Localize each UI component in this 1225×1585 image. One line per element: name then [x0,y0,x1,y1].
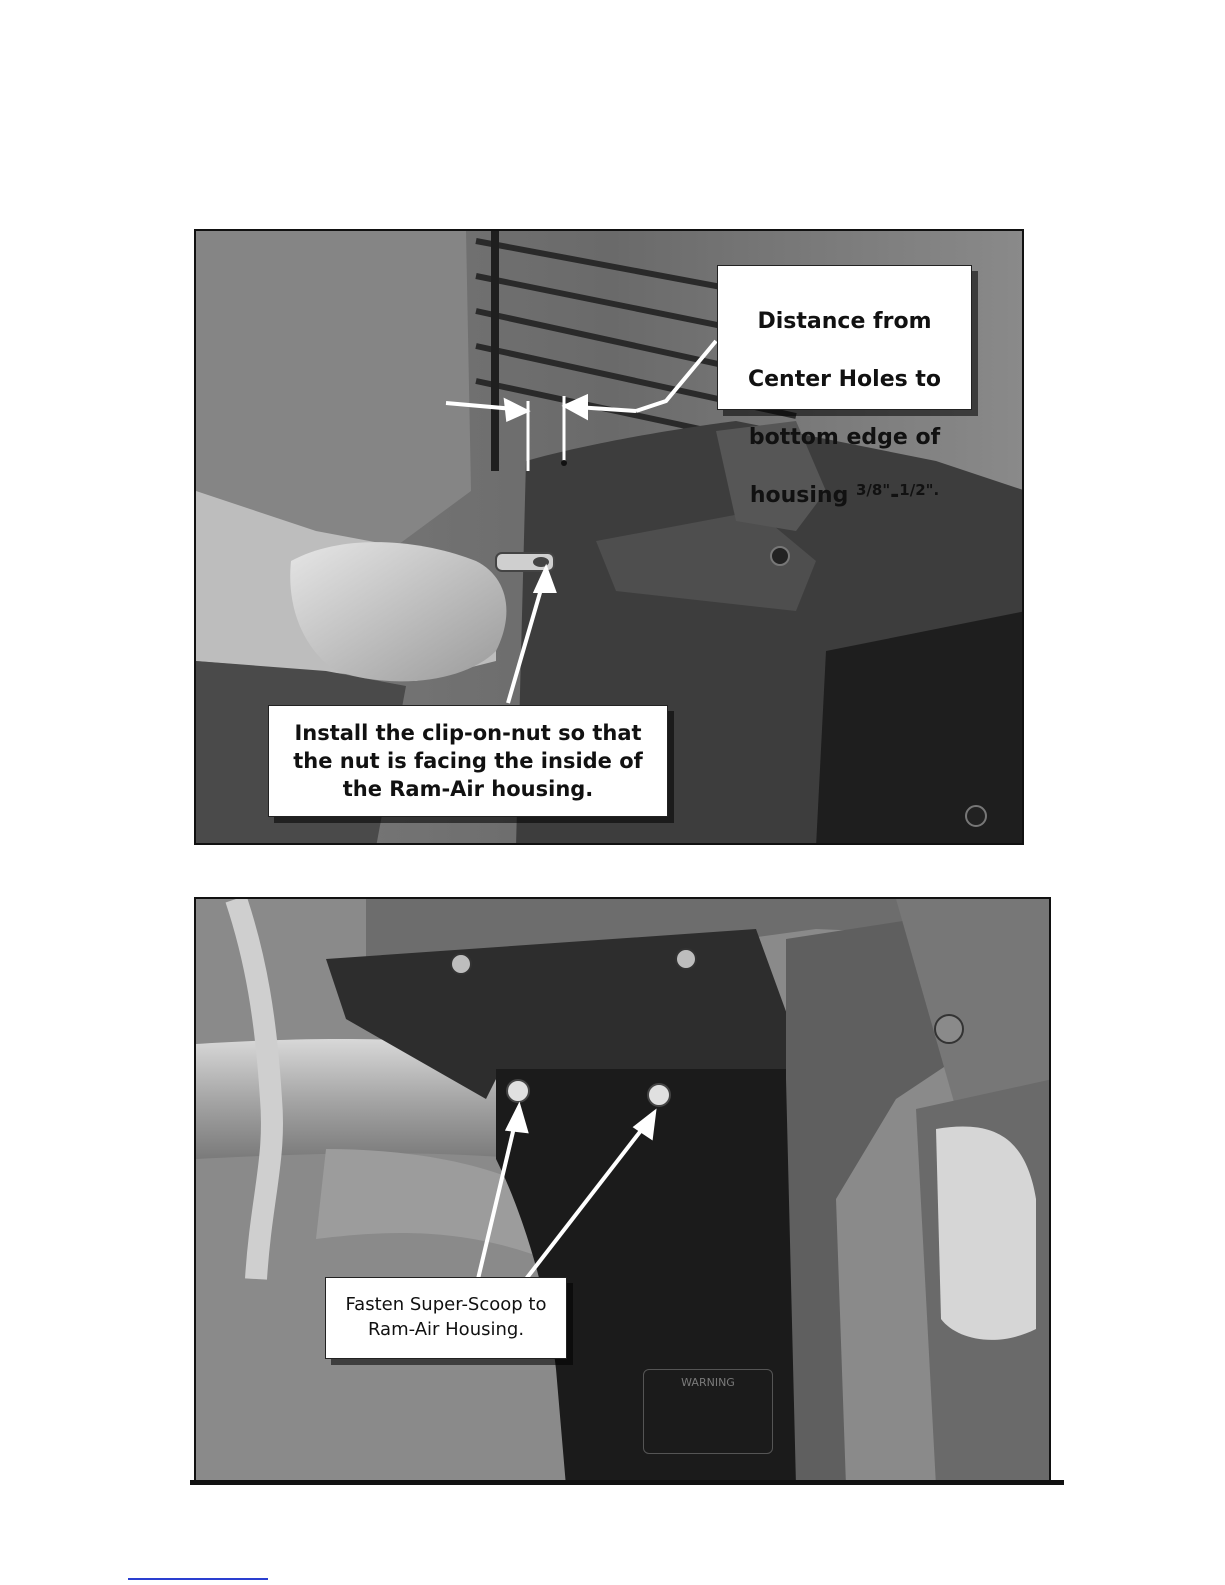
clip-on-nut-callout: Install the clip-on-nut so that the nut is facing the inside of the Ram-Air housing. [268,705,668,817]
distance-fraction-low: 3/8" [855,481,891,499]
super-scoop-photo-illustration [196,899,1051,1484]
distance-callout-line1: Distance from [757,309,932,334]
distance-callout-line4-prefix: housing [749,483,856,508]
distance-callout-line2: Center Holes to [747,367,942,392]
footer-rule [190,1480,1064,1485]
distance-dash: - [890,483,900,508]
fasten-super-scoop-callout: Fasten Super-Scoop to Ram-Air Housing. [325,1277,567,1359]
warning-label: WARNING [643,1369,773,1454]
distance-callout-line3: bottom edge of [748,425,941,450]
super-scoop-photo [194,897,1051,1484]
footer-link-underline[interactable] [128,1578,268,1580]
distance-fraction-high: 1/2". [899,481,940,499]
distance-callout [717,265,972,508]
distance-callout-line4 [718,481,971,510]
clip-on-nut-photo [194,229,1024,845]
